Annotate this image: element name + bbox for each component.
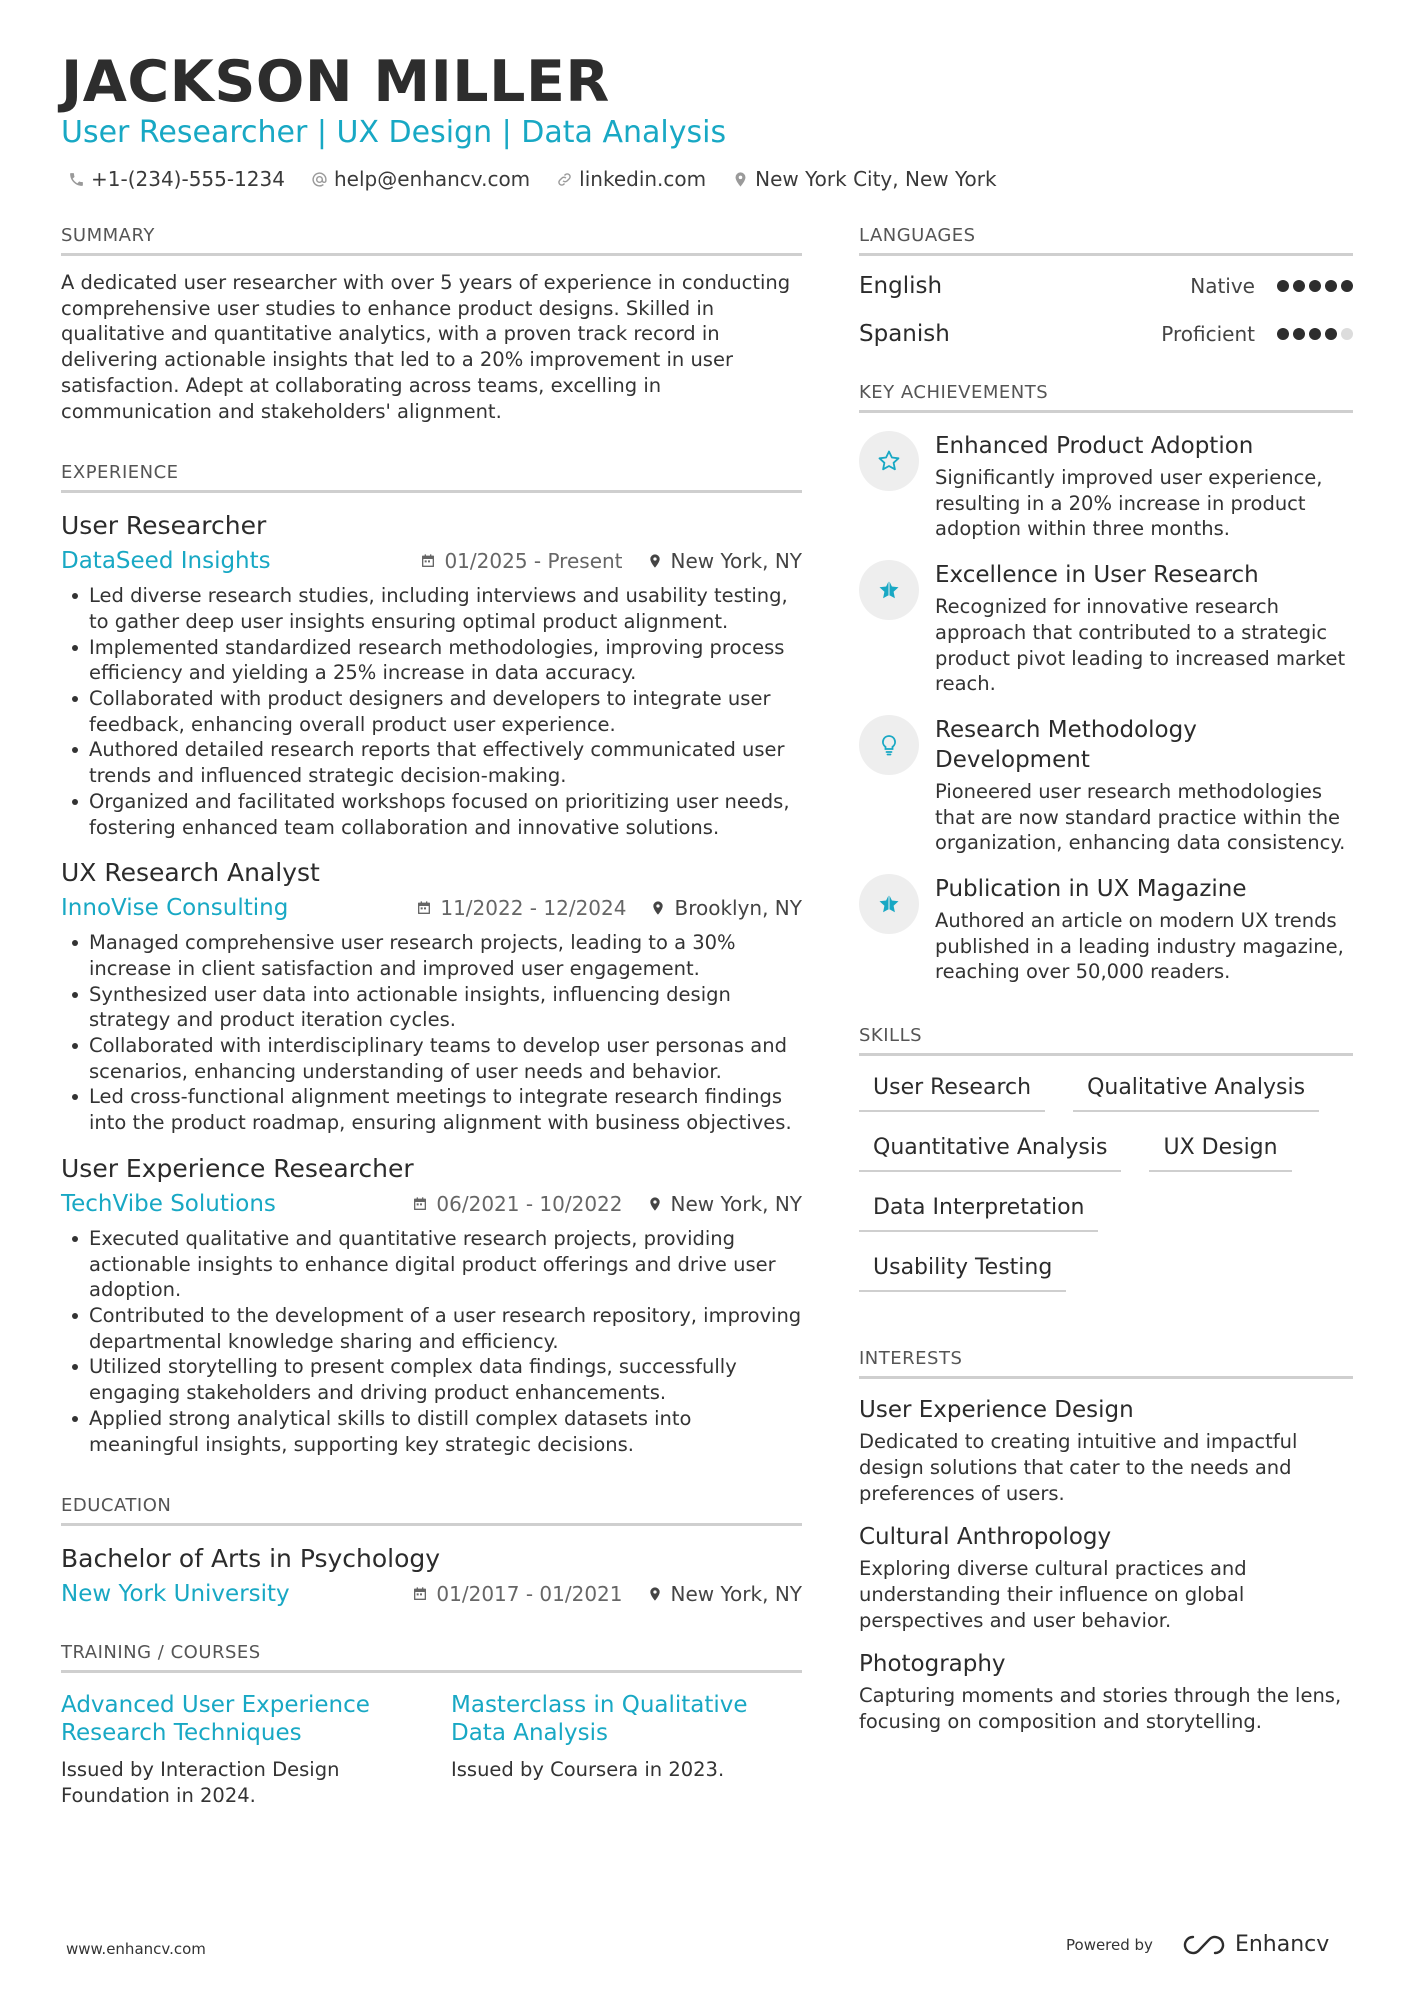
training-section <box>61 1640 802 1808</box>
job-location-text: New York, NY <box>670 549 802 574</box>
right-column <box>859 223 1353 1735</box>
contact-linkedin-text: linkedin.com <box>579 167 707 191</box>
calendar-icon <box>420 553 436 569</box>
link-icon <box>556 171 573 188</box>
brand-name: Enhancv <box>1234 1932 1330 1957</box>
skill-tag: Usability Testing <box>859 1248 1066 1292</box>
job-location <box>647 547 802 575</box>
at-icon <box>311 171 328 188</box>
location-icon <box>647 1196 663 1212</box>
rating-dot-empty <box>1341 328 1353 340</box>
left-column <box>61 223 802 1809</box>
job-bullet: Utilized storytelling to present complex data findings, successfully engaging stakeholders and driving product enhancements. <box>61 1354 802 1405</box>
rating-dot-filled <box>1325 280 1337 292</box>
language-proficiency <box>1161 322 1353 346</box>
achievement-body <box>935 560 1353 697</box>
calendar-icon <box>412 1586 428 1602</box>
job-dates-text: 11/2022 - 12/2024 <box>440 896 627 921</box>
languages-title: LANGUAGES <box>859 223 1353 256</box>
job-bullet: Collaborated with product designers and developers to integrate user feedback, enhancing overall product user experience. <box>61 686 802 737</box>
skill-tag: User Research <box>859 1068 1045 1112</box>
job-meta-right <box>412 1190 802 1218</box>
achievement-body <box>935 874 1353 985</box>
skills-list <box>859 1068 1353 1308</box>
achievement-title: Publication in UX Magazine <box>935 876 1247 903</box>
language-row <box>859 310 1353 358</box>
job-meta <box>61 1188 802 1220</box>
contact-email-text: help@enhancv.com <box>333 167 531 191</box>
achievement-item <box>859 431 1353 542</box>
job-bullets <box>61 1226 802 1457</box>
job-bullets <box>61 583 802 840</box>
education-meta-right <box>412 1580 802 1608</box>
achievement-body <box>935 431 1353 542</box>
company-name: DataSeed Insights <box>61 548 271 575</box>
job-entry <box>61 1152 802 1457</box>
contact-phone[interactable] <box>68 165 285 193</box>
achievement-desc: Significantly improved user experience, resulting in a 20% increase in product adoption within three months. <box>935 466 1323 541</box>
job-bullet: Executed qualitative and quantitative research projects, providing actionable insights to enhance digital product offerings and drive user adoption. <box>61 1226 802 1303</box>
interest-title: User Experience Design <box>859 1397 1134 1424</box>
training-item-desc: Issued by Coursera in 2023. <box>451 1758 725 1782</box>
interest-title: Cultural Anthropology <box>859 1524 1112 1551</box>
summary-title: SUMMARY <box>61 223 802 256</box>
job-entry <box>61 509 802 840</box>
training-item <box>61 1691 451 1808</box>
language-level: Proficient <box>1161 322 1255 346</box>
footer-branding <box>1066 1932 1329 1957</box>
contact-linkedin[interactable] <box>556 165 706 193</box>
job-bullet: Collaborated with interdisciplinary teams to develop user personas and scenarios, enhancing understanding of user needs and behavior. <box>61 1033 802 1084</box>
star-outline-icon <box>877 449 901 473</box>
interest-title: Photography <box>859 1651 1006 1678</box>
language-proficiency <box>1190 274 1353 298</box>
job-meta <box>61 545 802 577</box>
interest-item <box>859 1649 1353 1734</box>
achievement-icon-wrap <box>859 431 919 491</box>
interest-desc: Dedicated to creating intuitive and impactful design solutions that cater to the needs and preferences of users. <box>859 1430 1298 1505</box>
achievement-desc: Pioneered user research methodologies that are now standard practice within the organization, enhancing data consistency. <box>935 779 1346 855</box>
rating-dot-filled <box>1277 328 1289 340</box>
achievement-item <box>859 874 1353 985</box>
contact-location <box>732 165 996 193</box>
experience-section <box>61 460 802 1457</box>
location-icon <box>647 1586 663 1602</box>
education-section <box>61 1493 802 1610</box>
contact-email[interactable] <box>311 165 530 193</box>
achievements-section <box>859 380 1353 985</box>
rating-dot-filled <box>1293 328 1305 340</box>
job-bullet: Synthesized user data into actionable insights, influencing design strategy and product iteration cycles. <box>61 982 802 1033</box>
job-bullet: Led diverse research studies, including interviews and usability testing, to gather deep user insights ensuring optimal product alignment. <box>61 583 802 634</box>
language-rating <box>1273 280 1353 292</box>
education-location <box>647 1580 802 1608</box>
language-name: Spanish <box>859 321 950 347</box>
achievement-icon-wrap <box>859 560 919 620</box>
job-dates <box>412 1190 622 1218</box>
rating-dot-filled <box>1277 280 1289 292</box>
school-name: New York University <box>61 1581 290 1608</box>
summary-text: A dedicated user researcher with over 5 years of experience in conducting comprehensive user studies to enhance product designs. Skilled in qualitative and quantitative analytics, with a proven track record in delivering actionable insights that led to a 20% improvement in user satisfaction. Adept at collaborating across teams, excelling in communication and stakeholders' alignment. <box>61 271 791 423</box>
education-location-text: New York, NY <box>670 1582 802 1607</box>
languages-list <box>859 262 1353 358</box>
job-location <box>650 894 802 922</box>
education-meta <box>61 1578 802 1610</box>
location-icon <box>647 553 663 569</box>
language-row <box>859 262 1353 310</box>
powered-by-label: Powered by <box>1066 1935 1153 1954</box>
company-name: InnoVise Consulting <box>61 895 289 922</box>
rating-dot-filled <box>1341 280 1353 292</box>
star-filled-icon <box>877 578 901 602</box>
location-icon <box>650 900 666 916</box>
degree-title: Bachelor of Arts in Psychology <box>61 1544 441 1574</box>
achievement-icon-wrap <box>859 874 919 934</box>
education-title: EDUCATION <box>61 1493 802 1526</box>
job-meta-right <box>420 547 802 575</box>
brand-logo[interactable] <box>1181 1932 1329 1957</box>
lightbulb-icon <box>877 733 901 757</box>
interests-section <box>859 1346 1353 1735</box>
skills-title: SKILLS <box>859 1023 1353 1056</box>
skill-tag: Qualitative Analysis <box>1073 1068 1319 1112</box>
interest-item <box>859 1522 1353 1633</box>
job-dates-text: 06/2021 - 10/2022 <box>436 1191 623 1216</box>
job-entry <box>61 856 802 1136</box>
summary-section <box>61 223 802 424</box>
job-location <box>647 1190 802 1218</box>
interest-desc: Capturing moments and stories through the lens, focusing on composition and storytelling. <box>859 1684 1342 1734</box>
calendar-icon <box>412 1196 428 1212</box>
contact-phone-text: +1-(234)-555-1234 <box>91 167 285 191</box>
training-item-title: Advanced User Experience Research Techniques <box>61 1692 370 1747</box>
enhancv-logo-icon <box>1181 1933 1227 1957</box>
footer-website[interactable]: www.enhancv.com <box>66 1940 206 1958</box>
rating-dot-filled <box>1309 280 1321 292</box>
training-item <box>451 1691 802 1808</box>
job-dates-text: 01/2025 - Present <box>444 549 623 574</box>
education-dates <box>412 1580 622 1608</box>
achievement-item <box>859 715 1353 856</box>
interest-desc: Exploring diverse cultural practices and understanding their influence on global perspectives and user behavior. <box>859 1557 1247 1632</box>
interests-title: INTERESTS <box>859 1346 1353 1379</box>
job-title: User Researcher <box>61 511 267 541</box>
rating-dot-filled <box>1309 328 1321 340</box>
skill-tag: Data Interpretation <box>859 1188 1098 1232</box>
headline: User Researcher | UX Design | Data Analysis <box>61 115 727 150</box>
phone-icon <box>68 171 85 188</box>
training-item-desc: Issued by Interaction Design Foundation in 2024. <box>61 1758 340 1807</box>
training-grid <box>61 1691 802 1808</box>
achievement-title: Research Methodology Development <box>935 716 1197 773</box>
rating-dot-filled <box>1325 328 1337 340</box>
job-bullet: Authored detailed research reports that effectively communicated user trends and influenced strategic decision-making. <box>61 737 802 788</box>
interest-item <box>859 1395 1353 1506</box>
achievement-body <box>935 715 1353 856</box>
education-entry <box>61 1542 802 1610</box>
job-bullets <box>61 930 802 1136</box>
achievement-title: Enhanced Product Adoption <box>935 433 1254 459</box>
experience-title: EXPERIENCE <box>61 460 802 493</box>
job-dates <box>420 547 622 575</box>
training-item-title: Masterclass in Qualitative Data Analysis <box>451 1692 748 1747</box>
job-bullet: Contributed to the development of a user research repository, improving departmental knowledge sharing and efficiency. <box>61 1303 802 1354</box>
achievement-desc: Authored an article on modern UX trends published in a leading industry magazine, reaching over 50,000 readers. <box>935 909 1344 984</box>
job-location-text: Brooklyn, NY <box>674 896 802 921</box>
candidate-name: JACKSON MILLER <box>61 49 610 115</box>
skill-tag: Quantitative Analysis <box>859 1128 1121 1172</box>
job-meta-right <box>416 894 802 922</box>
contact-location-text: New York City, New York <box>755 167 997 191</box>
skill-tag: UX Design <box>1149 1128 1291 1172</box>
language-level: Native <box>1190 274 1255 298</box>
language-name: English <box>859 273 943 299</box>
language-rating <box>1273 328 1353 340</box>
achievement-icon-wrap <box>859 715 919 775</box>
company-name: TechVibe Solutions <box>61 1190 276 1217</box>
job-bullet: Led cross-functional alignment meetings to integrate research findings into the product roadmap, ensuring alignment with business objectives. <box>61 1084 802 1135</box>
training-title: TRAINING / COURSES <box>61 1640 802 1673</box>
achievement-title: Excellence in User Research <box>935 562 1259 589</box>
languages-section <box>859 223 1353 358</box>
job-bullet: Organized and facilitated workshops focused on prioritizing user needs, fostering enhanced team collaboration and innovative solutions. <box>61 789 802 840</box>
contact-bar <box>68 165 1023 193</box>
star-filled-icon <box>877 892 901 916</box>
job-location-text: New York, NY <box>670 1191 802 1216</box>
achievement-item <box>859 560 1353 697</box>
skills-section <box>859 1023 1353 1308</box>
job-meta <box>61 892 802 924</box>
job-bullet: Applied strong analytical skills to distill complex datasets into meaningful insights, supporting key strategic decisions. <box>61 1406 802 1457</box>
job-title: User Experience Researcher <box>61 1153 414 1183</box>
job-bullet: Managed comprehensive user research projects, leading to a 30% increase in client satisfaction and improved user engagement. <box>61 930 802 981</box>
job-dates <box>416 894 626 922</box>
rating-dot-filled <box>1293 280 1305 292</box>
achievements-title: KEY ACHIEVEMENTS <box>859 380 1353 413</box>
education-dates-text: 01/2017 - 01/2021 <box>436 1582 623 1607</box>
calendar-icon <box>416 900 432 916</box>
achievement-desc: Recognized for innovative research approach that contributed to a strategic product pivot leading to increased market reach. <box>935 595 1346 696</box>
location-icon <box>732 171 749 188</box>
job-title: UX Research Analyst <box>61 858 320 888</box>
job-bullet: Implemented standardized research methodologies, improving process efficiency and yielding a 25% increase in data accuracy. <box>61 635 802 686</box>
